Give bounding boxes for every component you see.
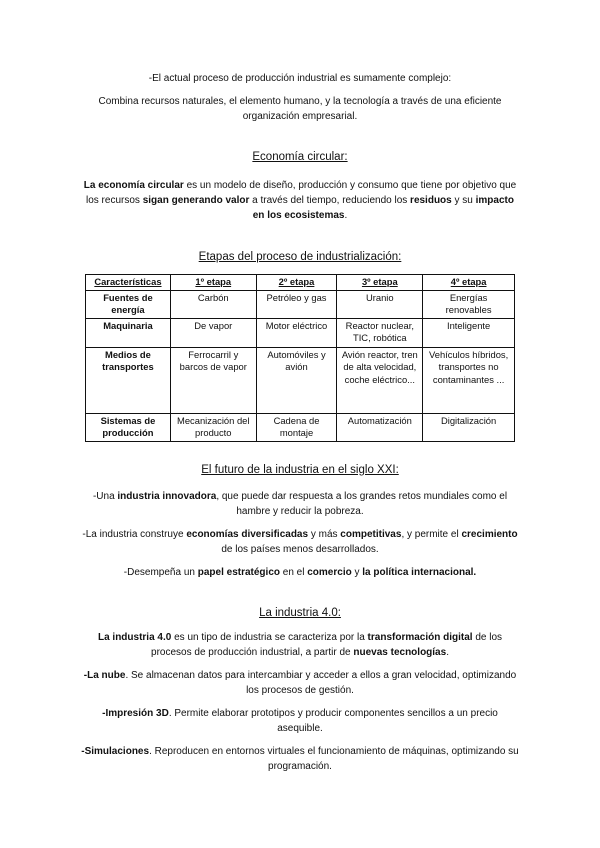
bold-term: economías diversificadas bbox=[186, 529, 309, 540]
stages-heading-block bbox=[80, 250, 520, 265]
table-cell: Avión reactor, tren de alta velocidad, coche eléctrico... bbox=[337, 347, 423, 413]
table-cell: Inteligente bbox=[423, 318, 515, 347]
bold-term: competitivas bbox=[340, 529, 402, 540]
bold-term: comercio bbox=[307, 567, 352, 578]
future-item-3: -Desempeña un papel estratégico en el comercio y la política internacional. bbox=[123, 567, 477, 578]
header-stage-2: 2º etapa bbox=[256, 275, 337, 291]
header-stage-1: 1º etapa bbox=[170, 275, 256, 291]
table-row bbox=[86, 318, 515, 347]
table-row bbox=[86, 290, 515, 318]
table-cell: Motor eléctrico bbox=[256, 318, 337, 347]
table-cell: Petróleo y gas bbox=[256, 290, 337, 318]
table-cell: Reactor nuclear, TIC, robótica bbox=[337, 318, 423, 347]
bold-term: impacto en los ecosistemas bbox=[252, 195, 514, 221]
bold-term: industria innovadora bbox=[117, 491, 217, 502]
future-item-2: -La industria construye economías diversificadas y más competitivas, y permite el crecimiento de los países menos desarrollados. bbox=[82, 529, 518, 555]
bold-term: residuos bbox=[410, 195, 452, 206]
table-cell: Automatización bbox=[337, 413, 423, 441]
header-characteristics: Características bbox=[86, 275, 171, 291]
bold-term: La industria 4.0 bbox=[97, 632, 172, 643]
bold-term: -La nube bbox=[83, 670, 126, 681]
industry40-title: La industria 4.0: bbox=[259, 607, 341, 619]
future-item-1: -Una industria innovadora, que puede dar respuesta a los grandes retos mundiales como el hambre y reducir la pobreza. bbox=[92, 491, 508, 517]
bold-term: papel estratégico bbox=[197, 567, 280, 578]
bold-term: la política internacional. bbox=[362, 567, 477, 578]
table-cell: De vapor bbox=[170, 318, 256, 347]
row-label: Fuentes de energía bbox=[86, 290, 171, 318]
table-cell: Cadena de montaje bbox=[256, 413, 337, 441]
table-cell: Ferrocarril y barcos de vapor bbox=[170, 347, 256, 413]
circular-economy-title: Economía circular: bbox=[252, 151, 348, 163]
header-stage-4: 4º etapa bbox=[423, 275, 515, 291]
bold-term: transformación digital bbox=[367, 632, 473, 643]
intro-line-1: -El actual proceso de producción industrial es sumamente complejo: bbox=[148, 73, 452, 84]
table-row bbox=[86, 413, 515, 441]
table-cell: Uranio bbox=[337, 290, 423, 318]
table-cell: Digitalización bbox=[423, 413, 515, 441]
bold-term: sigan generando valor bbox=[142, 195, 250, 206]
table-cell: Carbón bbox=[170, 290, 256, 318]
table-cell: Vehículos híbridos, transportes no contaminantes ... bbox=[423, 347, 515, 413]
future-section bbox=[80, 463, 520, 580]
row-label: Medios de transportes bbox=[86, 347, 171, 413]
table-cell: Automóviles y avión bbox=[256, 347, 337, 413]
bold-term: crecimiento bbox=[461, 529, 518, 540]
intro-line-2: Combina recursos naturales, el elemento humano, y la tecnología a través de una eficiente organización empresarial. bbox=[98, 96, 502, 122]
circular-economy-section bbox=[80, 150, 520, 223]
header-stage-3: 3º etapa bbox=[337, 275, 423, 291]
table-cell: Mecanización del producto bbox=[170, 413, 256, 441]
table-cell: Energías renovables bbox=[423, 290, 515, 318]
bold-term: nuevas tecnologías bbox=[353, 647, 447, 658]
3d-printing-item: -Impresión 3D. Permite elaborar prototipos y producir componentes sencillos a un precio asequible. bbox=[102, 708, 498, 734]
industry40-paragraph: La industria 4.0 es un tipo de industria se caracteriza por la transformación digital de los procesos de producción industrial, a partir de nuevas tecnologías. bbox=[97, 632, 503, 658]
circular-economy-paragraph: La economía circular es un modelo de diseño, producción y consumo que tiene por objetivo que los recursos sigan generando valor a través del tiempo, reduciendo los residuos y su impacto en los ecosistemas. bbox=[83, 180, 517, 221]
row-label: Maquinaria bbox=[86, 318, 171, 347]
future-title: El futuro de la industria en el siglo XXI: bbox=[201, 464, 399, 476]
simulations-item: -Simulaciones. Reproducen en entornos virtuales el funcionamiento de máquinas, optimizando su programación. bbox=[81, 746, 519, 772]
bold-term: -Impresión 3D bbox=[102, 708, 169, 719]
table-header-row bbox=[86, 275, 515, 291]
table-row bbox=[86, 347, 515, 413]
bold-term: -Simulaciones bbox=[81, 746, 150, 757]
industry40-section bbox=[80, 606, 520, 774]
cloud-item: -La nube. Se almacenan datos para intercambiar y acceder a ellos a gran velocidad, optimizando los procesos de gestión. bbox=[83, 670, 517, 696]
bold-term: La economía circular bbox=[83, 180, 184, 191]
stages-table bbox=[85, 274, 515, 442]
intro-section bbox=[80, 71, 520, 124]
row-label: Sistemas de producción bbox=[86, 413, 171, 441]
stages-title: Etapas del proceso de industrialización: bbox=[198, 251, 402, 263]
